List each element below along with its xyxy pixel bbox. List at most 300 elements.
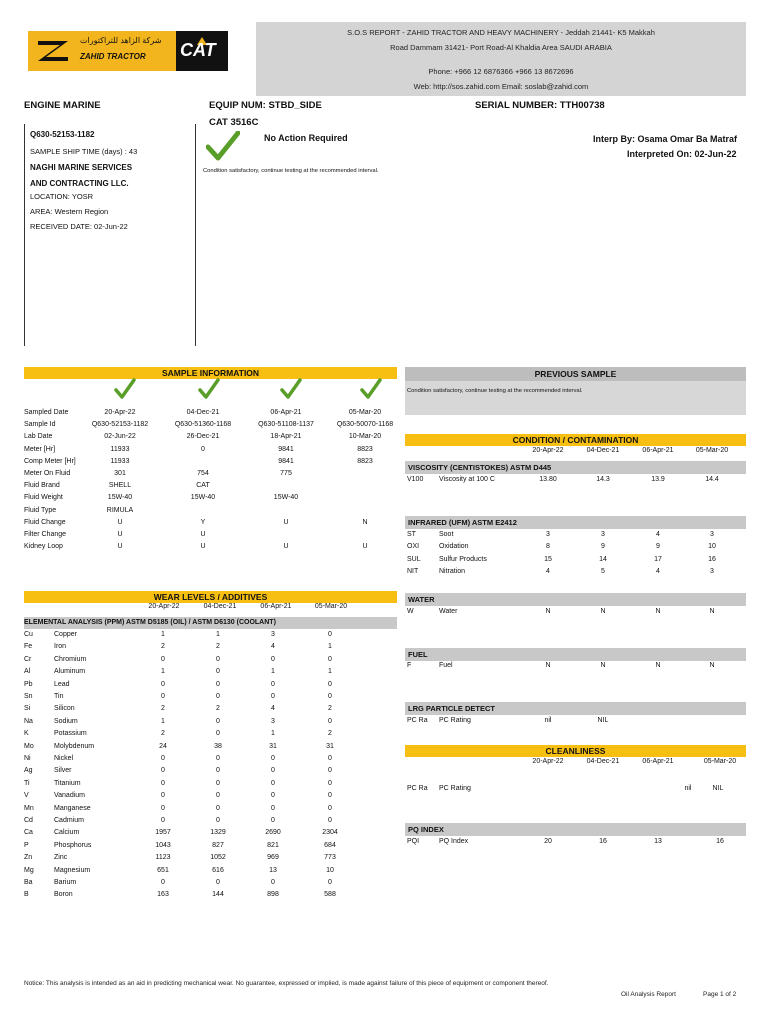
row-value: 14.3 [596, 476, 610, 483]
row-value: N [709, 662, 715, 669]
row-value: 0 [328, 655, 332, 663]
row-value: 0 [271, 792, 275, 800]
row-value: 0 [216, 779, 220, 787]
sample-check-icon [360, 378, 382, 400]
row-value: 0 [161, 779, 165, 787]
row-value: 13 [269, 866, 277, 874]
row-value: 9 [656, 543, 660, 551]
status-text: No Action Required [264, 133, 348, 143]
table-row [24, 778, 397, 790]
row-value: 2 [328, 705, 332, 713]
header-line-2: Road Dammam 31421- Port Road-Al Khaldia Area SAUDI ARABIA [390, 43, 612, 52]
row-value: 1 [161, 717, 165, 725]
row-value: 8823 [357, 457, 373, 465]
row-value: 0 [271, 693, 275, 700]
sample-check-icon [280, 378, 302, 400]
table-row [405, 715, 746, 727]
row-code: PC Ra [407, 785, 428, 792]
notice-text: Notice: This analysis is intended as an aid in predicting mechanical wear. No guarantee, expressed or implied, is made against failure of this piece of equipment or component thereof. [24, 980, 549, 987]
row-value: 0 [161, 817, 165, 824]
row-code: Ca [24, 829, 33, 837]
row-value: NIL [712, 785, 724, 792]
row-label: Filter Change [24, 531, 67, 538]
row-value: 8 [546, 543, 550, 551]
row-value: 0 [201, 445, 205, 453]
row-value: N [600, 662, 606, 669]
row-value: 1052 [210, 854, 226, 862]
table-row [24, 703, 397, 715]
row-value: 0 [216, 755, 220, 762]
wear-title: WEAR LEVELS / ADDITIVES [24, 591, 397, 603]
row-value: 15 [544, 555, 552, 563]
row-value: 0 [328, 631, 332, 638]
header-line-1: S.O.S REPORT - ZAHID TRACTOR AND HEAVY MACHINERY - Jeddah 21441- K5 Makkah [347, 28, 655, 37]
table-row [24, 803, 397, 815]
row-label: Water [439, 608, 458, 615]
divider-mid [195, 124, 196, 346]
row-value: 1 [161, 631, 165, 638]
row-value: 15W-40 [190, 494, 216, 502]
date-header: 20-Apr-22 [148, 603, 180, 610]
table-row [405, 554, 746, 566]
row-value: Q630-52153-1182 [91, 421, 149, 429]
row-label: Tin [54, 693, 64, 700]
row-value: 0 [216, 717, 220, 725]
row-code: Fe [24, 643, 33, 651]
row-value: nil [544, 717, 552, 724]
row-value: 1957 [155, 829, 171, 837]
row-value: 9 [601, 543, 605, 551]
row-code: PQI [407, 838, 420, 845]
row-code: SUL [407, 555, 421, 563]
date-header: 06-Apr-21 [642, 447, 674, 454]
row-value: 3 [271, 631, 275, 638]
row-value: 0 [161, 767, 165, 775]
row-value: 26-Dec-21 [186, 433, 220, 441]
row-code: F [407, 662, 412, 669]
row-label: Silicon [54, 705, 75, 713]
date-header: 06-Apr-21 [260, 603, 292, 610]
table-row [405, 660, 746, 672]
cat-logo-text: CAT [180, 40, 216, 60]
row-value: N [545, 662, 551, 669]
row-value: 0 [161, 804, 165, 812]
row-code: Sn [24, 693, 33, 700]
customer-line-1: NAGHI MARINE SERVICES [30, 163, 133, 172]
row-value: 4 [271, 643, 275, 651]
table-row [24, 492, 397, 504]
row-value: 651 [157, 866, 169, 874]
row-value: 0 [161, 879, 165, 886]
customer-line-2: AND CONTRACTING LLC. [30, 179, 129, 188]
sample-info-table [24, 407, 397, 557]
date-header: 06-Apr-21 [642, 758, 674, 765]
condition-dates [405, 447, 746, 459]
row-value: U [117, 518, 123, 526]
row-value: 0 [271, 755, 275, 762]
row-value: RIMULA [106, 506, 134, 514]
row-label: Viscosity at 100 C [439, 476, 495, 483]
row-value: 684 [324, 841, 336, 849]
row-value: 0 [328, 767, 332, 775]
row-code: B [24, 891, 29, 899]
row-code: Mg [24, 866, 34, 874]
row-value: 0 [216, 730, 220, 738]
row-value: 13.80 [539, 476, 557, 483]
row-label: Fluid Change [24, 518, 66, 526]
row-value: 0 [328, 804, 332, 812]
table-row [405, 566, 746, 578]
row-label: Lab Date [24, 433, 53, 441]
cleanliness-title: CLEANLINESS [405, 745, 746, 757]
table-row [24, 541, 397, 553]
date-header: 05-Mar-20 [703, 758, 737, 765]
row-value: 0 [328, 879, 332, 886]
table-row [24, 716, 397, 728]
row-value: 616 [212, 866, 224, 874]
row-value: 0 [271, 680, 275, 688]
row-value: 02-Jun-22 [104, 433, 136, 441]
logo-arabic-text: شركة الزاهد للتراكتورات [80, 36, 162, 45]
table-row [405, 529, 746, 541]
model: CAT 3516C [209, 117, 259, 128]
table-row [24, 654, 397, 666]
row-value: 2 [161, 705, 165, 713]
date-header: 04-Dec-21 [586, 447, 620, 454]
row-code: Ag [24, 767, 33, 775]
row-label: Boron [54, 891, 73, 899]
row-label: Potassium [54, 730, 87, 738]
table-row [24, 753, 397, 765]
row-label: Molybdenum [54, 742, 95, 750]
row-value: U [362, 543, 368, 551]
date-header: 04-Dec-21 [203, 603, 237, 610]
wear-dates [24, 603, 397, 615]
row-value: 0 [161, 693, 165, 700]
row-code: P [24, 841, 29, 849]
fuel-title: FUEL [405, 648, 746, 661]
row-value: 31 [326, 742, 334, 750]
row-label: Chromium [54, 655, 87, 663]
row-label: Silver [54, 767, 72, 775]
row-value: 15W-40 [107, 494, 133, 502]
row-value: 0 [328, 755, 332, 762]
header-line-3: Phone: +966 12 6876366 +966 13 8672696 [428, 67, 574, 76]
table-row [24, 691, 397, 703]
row-code: Cr [24, 655, 32, 663]
table-row [24, 865, 397, 877]
interp-on: Interpreted On: 02-Jun-22 [627, 149, 737, 159]
row-code: Ba [24, 879, 33, 886]
row-value: 0 [216, 792, 220, 800]
row-value: 0 [161, 680, 165, 688]
row-value: 18-Apr-21 [270, 433, 302, 441]
row-label: Comp Meter [Hr] [24, 457, 76, 465]
row-value: 1043 [155, 841, 171, 849]
row-value: 0 [328, 680, 332, 688]
row-label: Lead [54, 680, 70, 688]
row-code: PC Ra [407, 717, 428, 724]
row-value: 0 [216, 804, 220, 812]
cat-logo [176, 31, 228, 71]
row-value: 9841 [278, 445, 294, 453]
table-row [24, 641, 397, 653]
row-value: 754 [197, 470, 209, 477]
row-value: 04-Dec-21 [186, 409, 220, 416]
row-value: 05-Mar-20 [348, 409, 382, 416]
received-date: RECEIVED DATE: 02-Jun-22 [30, 222, 128, 231]
row-value: 3 [710, 568, 714, 576]
row-value: 588 [324, 891, 336, 899]
table-row [24, 741, 397, 753]
row-label: Fluid Type [24, 506, 57, 514]
row-value: 3 [601, 531, 605, 538]
row-value: 0 [216, 693, 220, 700]
row-value: 773 [324, 854, 336, 862]
row-label: Sample Id [24, 421, 56, 429]
sample-check-icon [114, 378, 136, 400]
footer-report: Oil Analysis Report [621, 991, 676, 998]
row-label: Aluminum [54, 668, 86, 676]
row-value: N [655, 608, 661, 615]
table-row [24, 827, 397, 839]
row-code: ST [407, 531, 416, 538]
row-value: 16 [708, 555, 716, 563]
row-value: 827 [212, 841, 224, 849]
row-value: 2 [328, 730, 332, 738]
table-row [24, 468, 397, 480]
row-value: 1 [328, 643, 332, 651]
row-value: 0 [216, 879, 220, 886]
row-value: 9841 [278, 457, 294, 465]
row-code: Cd [24, 817, 33, 824]
row-label: Fluid Weight [24, 494, 63, 502]
row-code: Ti [24, 779, 30, 787]
table-row [24, 877, 397, 889]
table-row [24, 431, 397, 443]
row-code: OXI [407, 543, 420, 551]
row-value: 1123 [155, 854, 171, 862]
divider-left [24, 124, 25, 346]
row-code: V [24, 792, 29, 800]
row-value: 898 [267, 891, 279, 899]
component-label: ENGINE MARINE [24, 100, 101, 111]
date-header: 05-Mar-20 [695, 447, 729, 454]
row-value: 3 [271, 717, 275, 725]
date-header: 20-Apr-22 [532, 447, 564, 454]
row-code: Cu [24, 631, 33, 638]
row-value: 2 [161, 643, 165, 651]
row-label: Vanadium [54, 792, 86, 800]
table-row [24, 505, 397, 517]
row-value: 301 [114, 470, 126, 477]
row-label: Nitration [439, 568, 466, 576]
row-value: 10 [708, 543, 716, 551]
row-value: U [283, 543, 289, 551]
row-value: 3 [546, 531, 550, 538]
table-row [24, 407, 397, 419]
row-value: 1 [271, 668, 275, 676]
equip-num: EQUIP NUM: STBD_SIDE [209, 100, 322, 111]
status-check-icon [206, 131, 240, 161]
row-value: SHELL [108, 482, 132, 490]
row-value: 0 [161, 655, 165, 663]
row-label: Kidney Loop [24, 543, 63, 551]
zahid-z-icon [34, 38, 74, 64]
row-value: 821 [267, 841, 279, 849]
row-code: Mo [24, 742, 34, 750]
table-row [24, 419, 397, 431]
row-value: 4 [271, 705, 275, 713]
table-row [24, 529, 397, 541]
row-value: N [362, 518, 368, 526]
row-value: 2 [216, 643, 220, 651]
date-header: 20-Apr-22 [532, 758, 564, 765]
row-value: 144 [212, 891, 224, 899]
table-row [24, 840, 397, 852]
row-value: 20-Apr-22 [104, 409, 136, 416]
row-value: 0 [216, 817, 220, 824]
table-row [405, 836, 746, 848]
row-label: Meter [Hr] [24, 445, 56, 453]
row-label: Nickel [54, 755, 74, 762]
table-row [24, 480, 397, 492]
row-value: 06-Apr-21 [270, 409, 302, 416]
row-value: 8823 [357, 445, 373, 453]
row-label: PC Rating [439, 785, 471, 792]
row-value: 4 [656, 568, 660, 576]
row-value: 14 [599, 555, 607, 563]
row-value: 1 [271, 730, 275, 738]
logo-english-text: ZAHID TRACTOR [80, 52, 146, 61]
water-title: WATER [405, 593, 746, 606]
table-row [405, 474, 746, 486]
sample-info-title: SAMPLE INFORMATION [24, 367, 397, 379]
row-value: nil [684, 785, 692, 792]
row-code: NIT [407, 568, 419, 576]
row-value: N [600, 608, 606, 615]
row-value: 16 [599, 838, 607, 845]
row-value: 10 [326, 866, 334, 874]
row-value: 1329 [210, 829, 226, 837]
row-value: N [545, 608, 551, 615]
row-value: 15W-40 [273, 494, 299, 502]
row-value: 0 [271, 817, 275, 824]
sample-id: Q630-52153-1182 [30, 130, 95, 139]
row-value: 38 [214, 742, 222, 750]
row-value: 20 [544, 838, 552, 845]
previous-sample-panel [405, 367, 746, 415]
header-line-4: Web: http://sos.zahid.com Email: soslab@zahid.com [413, 82, 589, 91]
interp-by: Interp By: Osama Omar Ba Matraf [593, 134, 738, 144]
row-code: Zn [24, 854, 33, 862]
row-value: 4 [546, 568, 550, 576]
table-row [24, 889, 397, 901]
row-label: Soot [439, 531, 454, 538]
row-value: 0 [328, 693, 332, 700]
row-value: 2304 [322, 829, 338, 837]
row-value: 0 [161, 792, 165, 800]
row-value: 0 [216, 680, 220, 688]
row-value: Q630-50070-1168 [336, 421, 394, 429]
table-row [405, 783, 746, 795]
row-label: Iron [54, 643, 67, 651]
row-value: 13 [654, 838, 662, 845]
previous-sample-comment: Condition satisfactory, continue testing at the recommended interval. [407, 388, 583, 394]
sample-check-row [24, 378, 397, 406]
row-value: 2 [161, 730, 165, 738]
row-value: 31 [269, 742, 277, 750]
row-value: 2690 [265, 829, 281, 837]
table-row [24, 852, 397, 864]
table-row [24, 629, 397, 641]
sample-check-icon [198, 378, 220, 400]
row-value: 17 [654, 555, 662, 563]
row-label: Meter On Fluid [24, 470, 71, 477]
row-value: 0 [161, 755, 165, 762]
row-value: 0 [271, 655, 275, 663]
row-value: 0 [271, 767, 275, 775]
row-value: CAT [196, 482, 210, 490]
table-row [24, 679, 397, 691]
row-label: Fuel [439, 662, 453, 669]
row-value: Q630-51360-1168 [174, 421, 232, 429]
row-label: Zinc [54, 854, 68, 862]
row-value: 2 [216, 705, 220, 713]
pq-title: PQ INDEX [405, 823, 746, 836]
row-value: 775 [280, 470, 292, 477]
row-value: 1 [216, 631, 220, 638]
footer-page: Page 1 of 2 [703, 991, 737, 998]
row-code: Al [24, 668, 31, 676]
row-value: N [655, 662, 661, 669]
row-value: 0 [328, 792, 332, 800]
table-row [405, 541, 746, 553]
row-label: Fluid Brand [24, 482, 60, 490]
row-value: 14.4 [705, 476, 719, 483]
row-value: 0 [271, 804, 275, 812]
row-value: 1 [328, 668, 332, 676]
table-row [24, 517, 397, 529]
row-value: Q630-51108-1137 [258, 421, 314, 429]
ship-time: SAMPLE SHIP TIME (days) : 43 [30, 147, 138, 156]
table-row [24, 790, 397, 802]
row-label: PC Rating [439, 717, 471, 724]
row-value: Y [200, 518, 206, 526]
row-value: 3 [710, 531, 714, 538]
table-row [24, 666, 397, 678]
row-value: 13.9 [651, 476, 665, 483]
row-value: 24 [159, 742, 167, 750]
row-value: 0 [328, 817, 332, 824]
row-label: Oxidation [439, 543, 469, 551]
row-value: 5 [601, 568, 605, 576]
row-code: W [407, 608, 414, 615]
row-value: N [709, 608, 715, 615]
viscosity-title: VISCOSITY (CENTISTOKES) ASTM D445 [405, 461, 746, 474]
row-code: Pb [24, 680, 33, 688]
row-value: U [200, 531, 206, 538]
row-value: 163 [157, 891, 169, 899]
table-row [405, 606, 746, 618]
row-value: 0 [271, 779, 275, 787]
serial-number: SERIAL NUMBER: TTH00738 [475, 100, 605, 111]
row-label: Magnesium [54, 866, 91, 874]
row-value: U [200, 543, 206, 551]
row-value: 1 [161, 668, 165, 676]
table-row [24, 815, 397, 827]
row-label: PQ Index [439, 838, 469, 845]
